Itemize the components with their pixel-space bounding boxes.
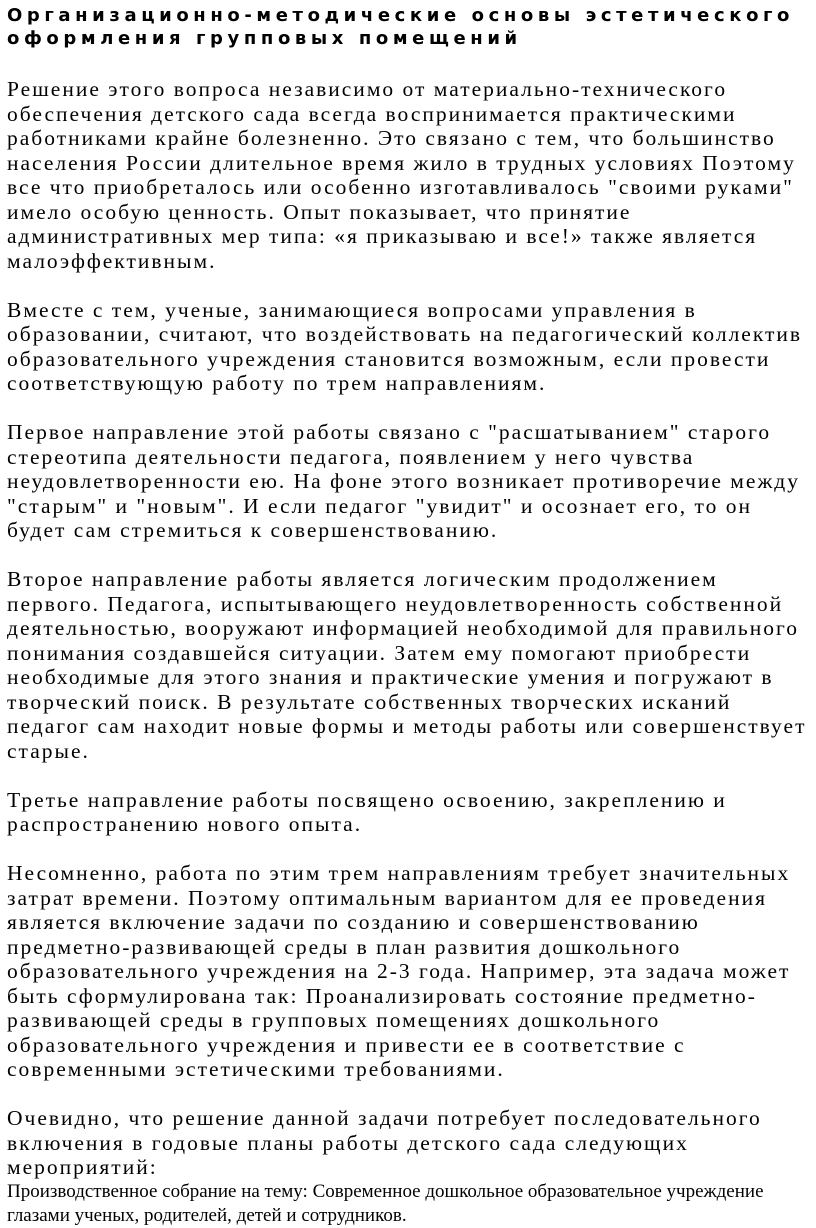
document-title: Организационно-методические основы эстетического оформления групповых помещений	[7, 5, 795, 49]
paragraph-third-direction: Третье направление работы посвящено освоению, закреплению и распространению нового опыта.	[7, 787, 727, 836]
paragraph-material-support: Решение этого вопроса независимо от материально-технического обеспечения детского сада всегда воспринимается практическими работниками крайне болезненно. Это связано с тем, что большинство населения России длительное время жило в трудных условиях Поэтому все что приобреталось или особенно изготавливалось "своими руками" имело особую ценность. Опыт показывает, что принятие административных мер типа: «я приказываю и все!» также является малоэффективным.	[7, 77, 796, 273]
paragraph-annual-plans: Очевидно, что решение данной задачи потребует последовательного включения в годовые планы работы детского сада следующих мероприятий:	[7, 1106, 762, 1179]
paragraph-first-direction: Первое направление этой работы связано с "расшатыванием" старого стереотипа деятельности педагога, появлением у него чувства неудовлетворенности ею. На фоне этого возникает противоречие между "старым" и "новым". И если педагог "увидит" и осознает его, то он будет сам стремиться к совершенствованию.	[7, 420, 800, 542]
paragraph-second-direction: Второе направление работы является логическим продолжением первого. Педагога, испытывающего неудовлетворенность собственной деятельностью, вооружают информацией необходимой для правильного понимания создавшейся ситуации. Затем ему помогают приобрести необходимые для этого знания и практические умения и погружают в творческий поиск. В результате собственных творческих исканий педагог сам находит новые формы и методы работы или совершенствует старые.	[7, 567, 807, 763]
list-item: Производственное собрание на тему: Современное дошкольное образовательное учреждение глазами ученых, родителей, детей и сотрудников.	[7, 1180, 764, 1226]
paragraph-time-costs: Несомненно, работа по этим трем направлениям требует значительных затрат времени. Поэтому оптимальным вариантом для ее проведения является включение задачи по созданию и совершенствованию предметно-развивающей среды в план развития дошкольного образовательного учреждения на 2-3 года. Например, эта задача может быть сформулирована так: Проанализировать состояние предметно-развивающей среды в групповых помещениях дошкольного образовательного учреждения и привести ее в соответствие с современными эстетическими требованиями.	[7, 861, 791, 1081]
document-page	[7, 0, 813, 1228]
paragraph-three-directions: Вместе с тем, ученые, занимающиеся вопросами управления в образовании, считают, что воздействовать на педагогический коллектив образовательного учреждения становится возможным, если провести соответствующую работу по трем направлениям.	[7, 297, 803, 395]
